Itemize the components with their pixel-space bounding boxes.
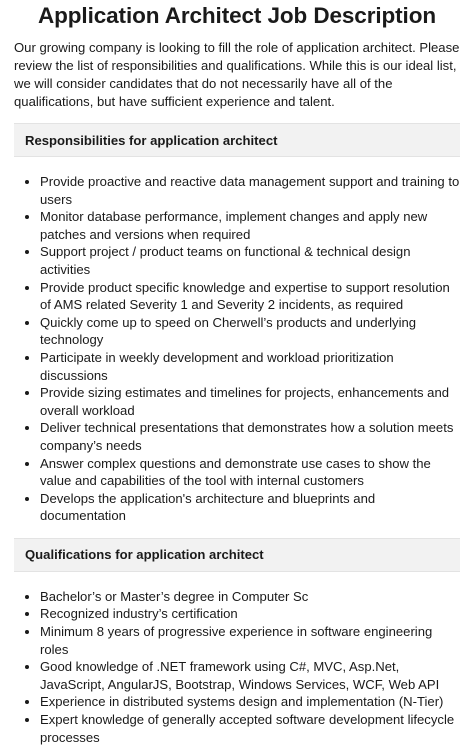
list-item: • Provide sizing estimates and timelines for projects, enhancements and overall workload [40,384,460,419]
list-item: • Monitor database performance, implement changes and apply new patches and versions when required [40,208,460,243]
list-item: • Good knowledge of .NET framework using C#, MVC, Asp.Net, JavaScript, AngularJS, Bootstrap, Windows Services, WCF, Web API [40,658,460,693]
list-item: • Answer complex questions and demonstrate use cases to show the value and capabilities of the tool with internal customers [40,455,460,490]
qualifications-list [14,588,460,746]
qualifications-heading: Qualifications for application architect [25,547,264,563]
list-item: • Bachelor’s or Master’s degree in Computer Sc [40,588,460,606]
list-item: • Provide product specific knowledge and expertise to support resolution of AMS related Severity 1 and Severity 2 incidents, as required [40,279,460,314]
list-item: • Develops the application's architecture and blueprints and documentation [40,490,460,525]
list-item: • Expert knowledge of generally accepted software development lifecycle processes [40,711,460,746]
list-item: • Participate in weekly development and workload prioritization discussions [40,349,460,384]
list-item: • Recognized industry’s certification [40,605,460,623]
list-item: • Provide proactive and reactive data management support and training to users [40,173,460,208]
qualifications-section-header [14,538,460,572]
page-title: Application Architect Job Description [37,3,436,28]
list-item: • Deliver technical presentations that demonstrates how a solution meets company’s needs [40,419,460,454]
intro-paragraph: Our growing company is looking to fill the role of application architect. Please review the list of responsibilities and qualifications. While this is our ideal list, we will consider candidates that do not necessarily have all of the qualifications, but have sufficient experience and talent. [14,40,460,109]
list-item: • Quickly come up to speed on Cherwell’s products and underlying technology [40,314,460,349]
list-item: • Minimum 8 years of progressive experience in software engineering roles [40,623,460,658]
responsibilities-heading: Responsibilities for application architect [25,132,278,148]
list-item: • Experience in distributed systems design and implementation (N-Tier) [40,693,460,711]
list-item: • Support project / product teams on functional & technical design activities [40,243,460,278]
responsibilities-list [14,173,460,525]
responsibilities-section-header [14,123,460,157]
